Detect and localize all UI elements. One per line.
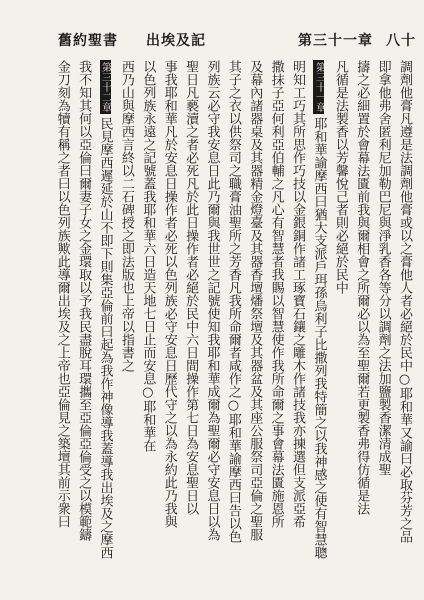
column-text: 明知工巧其所思作巧技以金銀銅作諸工琢寶石鑲之雕木作諸技我亦揀選但支派亞希 [290, 60, 306, 528]
column-text: 聖日凡褻瀆之者必死凡於此日操作者必絕於民中六日間操作第七日為安息聖日以 [183, 60, 199, 515]
column-text: 即拿他弗舍匿利尼加勒巴尼與淨乳香各等分以調劑之法加鹽製香潔清成聖 [375, 60, 391, 476]
chapter-heading: 第三十一章 [298, 33, 373, 49]
text-column [287, 60, 308, 585]
book-title: 舊約聖書 [58, 33, 118, 49]
column-text: 民見摩西遲延於山不即下則集亞倫前曰起為我作神像導我蓋導我出埃及之摩西 [97, 117, 113, 559]
column-text: 以色列族永遠之記號蓋我耶和華六日造天地七日止而安息○耶和華在 [140, 60, 156, 452]
scripture-body [51, 60, 415, 585]
column-text: 凡循是法製香以芳馨悅己者則必絕於民中 [332, 60, 348, 294]
text-column [94, 60, 115, 585]
text-column [394, 60, 415, 585]
text-column [222, 60, 243, 585]
text-column [51, 60, 72, 585]
column-text: 及幕內諸器桌及其器精金燈臺及其器香壇燔祭壇及其器盆及其座公服祭司亞倫之聖服 [247, 60, 263, 541]
column-text: 擣之必細置於會幕法匱前我與爾相會之所爾必以為至聖爾若更製香弗得仿循是法 [354, 60, 370, 515]
text-column [137, 60, 158, 585]
column-text: 調劑他膏凡遵是法調劑他膏或以之膏他人者必絕於民中○耶和華又諭曰必取芬芳之品 [397, 60, 412, 543]
text-column [201, 60, 222, 585]
text-column [180, 60, 201, 585]
text-column [351, 60, 372, 585]
column-text: 撒抹子亞何利亞伯輔之凡心有智慧者我賜以智慧使作我所命爾之事會幕法匱施恩所 [268, 60, 284, 528]
column-text: 西乃山與摩西言終以二石碑授之即法版也上帝以指書之 [118, 60, 134, 372]
book-section-title: 出埃及記 [146, 33, 206, 49]
column-text: 事我耶和華凡於安息日操作者必死以色列族必守安息日歷代守之以為永約此乃我與 [161, 60, 177, 528]
text-column [73, 60, 94, 585]
page-number: 八十 [386, 33, 416, 49]
column-text: 其子之衣以供祭司之職膏油聖所之芳香凡我所命爾者咸作之○耶和華諭摩西曰告以色 [225, 60, 241, 543]
chapter-marker: 第三十一章 [313, 62, 325, 112]
column-text: 列族云必守我安息日此乃爾與我世世之記號使知我耶和華成爾為聖爾必守安息日以為 [204, 60, 220, 541]
column-text: 金刀刻為犢有稱之者曰以色列族歟此導爾出埃及之上帝也亞倫見之築壇其前示衆曰 [54, 60, 70, 528]
text-column [265, 60, 286, 585]
column-text: 耶和華諭摩西曰猶大支派戶珥孫烏利子比撒列我特簡之以我神感之使有智慧聰 [311, 117, 327, 559]
text-column [116, 60, 137, 585]
text-column [308, 60, 329, 585]
text-column [372, 60, 393, 585]
text-column [158, 60, 179, 585]
chapter-marker: 第三十二章 [99, 62, 111, 112]
text-column [244, 60, 265, 585]
column-text: 我不知其何以亞倫曰爾妻子女之金環取以予我民盡脫耳環攜至亞倫亞倫受之以模範鑄 [76, 60, 92, 541]
text-column [329, 60, 350, 585]
